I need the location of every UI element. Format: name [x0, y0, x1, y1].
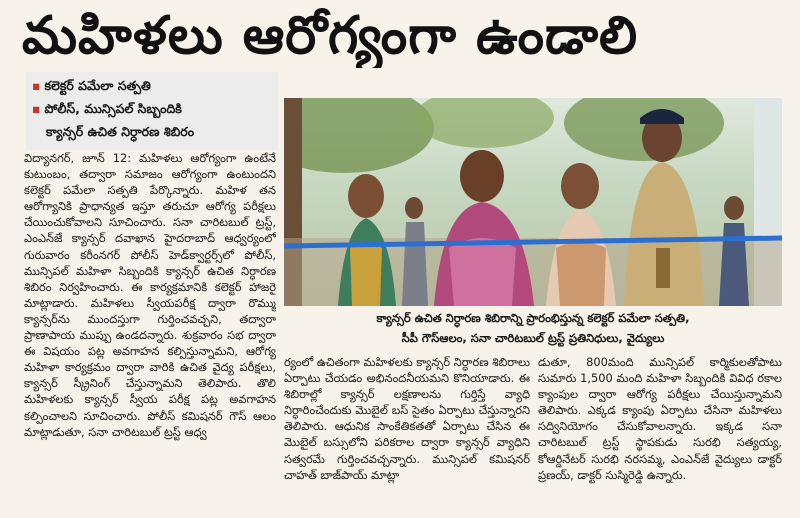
paragraph: డుతూ, 800మంది మున్సిపల్ కార్మికులతోపాటు సుమారు 1,500 మంది మహిళా సిబ్బందికి వివిధ రకాల క్యాంపుల ద్వారా ఆరోగ్య పరీక్షలు చేయిస్తున్నామని తెలిపారు. ఎక్కడ క్యాంపు ఏర్పాటు చేసినా మహిళలు సద్వినియోగం చేసుకోవాలన్నారు. ఇక్కడ సనా చారిటబుల్ ట్రస్ట్ స్థాపకుడు సురభి సత్యయ్య, కోఆర్డినేటర్ సురభి నరసమ్మ, ఎంఎన్‌జే వైద్యులు డాక్టర్ ప్రణయ్, డాక్టర్ సుస్మిరెడ్డి ఉన్నారు. — [538, 355, 782, 482]
subhead-box — [26, 72, 278, 150]
article-column-1 — [24, 150, 276, 514]
subhead-text: పోలీస్, మున్సిపల్ సిబ్బందికి — [44, 101, 182, 116]
article-column-3 — [538, 354, 782, 514]
subhead-line-3 — [32, 120, 272, 143]
bullet-icon: ▪ — [32, 101, 41, 116]
event-photo — [284, 98, 782, 306]
caption-line-1: క్యాన్సర్ ఉచిత నిర్ధారణ శిబిరాన్ని ప్రారంభిస్తున్న కలెక్టర్ పమేలా సత్పతి, — [376, 311, 690, 325]
paragraph: విద్యానగర్, జూన్ 12: మహిళలు ఆరోగ్యంగా ఉంటేనే కుటుంబం, తద్వారా సమాజం ఆరోగ్యంగా ఉంటుందని కలెక్టర్ పమేలా సత్పతి పేర్కొన్నారు. మహిళ తన ఆరోగ్యానికి ప్రాధాన్యత ఇస్తూ తరుచూ ఆరోగ్య పరీక్షలు చేయించుకోవాలని సూచించారు. సనా చారిటబుల్ ట్రస్ట్, ఎంఎన్‌జే క్యాన్సర్ దవాఖాన హైదరాబాద్ ఆధ్వర్యంలో గురువారం కరీంనగర్ పోలీస్ హెడ్‌క్వార్టర్స్‌లో పోలీస్, మున్సిపల్ మహిళా సిబ్బందికి క్యాన్సర్ ఉచిత నిర్ధారణ శిబిరం నిర్వహించారు. ఈ కార్యక్రమానికి కలెక్టర్ హాజరై మాట్లాడారు. మహిళలు స్వీయపరీక్ష ద్వారా రొమ్ము క్యాన్సర్‌ను ముందస్తుగా గుర్తించవచ్చని, తద్వారా ప్రాణాపాయ ముప్పు ఉండదన్నారు. శుక్రవారం సభ ద్వారా ఈ విషయం పట్ల అవగాహన కల్పిస్తున్నామని, ఆరోగ్య మహిళా కార్యక్రమం ద్వారా వారికి ఉచిత వైద్య పరీక్షలు, క్యాన్సర్ స్క్రీనింగ్ చేస్తున్నామని తెలిపారు. తొలి మహిళలకు క్యాన్సర్ స్వీయ పరీక్ష పట్ల అవగాహన కల్పించాలని సూచించారు. పోలీస్ కమిషనర్ గౌస్ ఆలం మాట్లాడుతూ, సనా చారిటబుల్ ట్రస్ట్ ఆధ్వ — [24, 151, 276, 439]
caption-line-2: సీపీ గౌస్‌ఆలం, సనా చారిటబుల్ ట్రస్ట్ ప్రతినిధులు, వైద్యులు — [401, 331, 665, 345]
headline: మహిళలు ఆరోగ్యంగా ఉండాలి — [22, 6, 639, 66]
photo-illustration — [284, 98, 782, 306]
subhead-text: కలెక్టర్ పమేలా సత్పతి — [44, 78, 151, 93]
photo-caption — [284, 308, 782, 352]
subhead-line-1 — [32, 74, 272, 97]
subhead-text: క్యాన్సర్ ఉచిత నిర్ధారణ శిబిరం — [46, 124, 195, 139]
bullet-icon: ▪ — [32, 78, 41, 93]
paragraph: ర్యంలో ఉచితంగా మహిళలకు క్యాన్సర్ నిర్ధారణ శిబిరాలు ఏర్పాటు చేయడం అభినందనీయమని కొనియాడారు. ఈ శిబిరాల్లో క్యాన్సర్ లక్షణాలను గుర్తిస్తే వ్యాధి నిర్ధారించేందుకు మొబైల్ బస్ సైతం ఏర్పాటు చేస్తున్నారని తెలిపారు. ఆధునిక సాంకేతికతతో ఏర్పాటు చేసిన ఈ మొబైల్ బస్సులోని పరికరాల ద్వారా క్యాన్సర్ వ్యాధిని సత్వరమే గుర్తించవచ్చన్నారు. మున్సిపల్ కమిషనర్ చాహత్ బాజ్‌పాయ్ మాట్లా — [284, 355, 530, 482]
subhead-line-2 — [32, 97, 272, 120]
article-column-2 — [284, 354, 530, 514]
